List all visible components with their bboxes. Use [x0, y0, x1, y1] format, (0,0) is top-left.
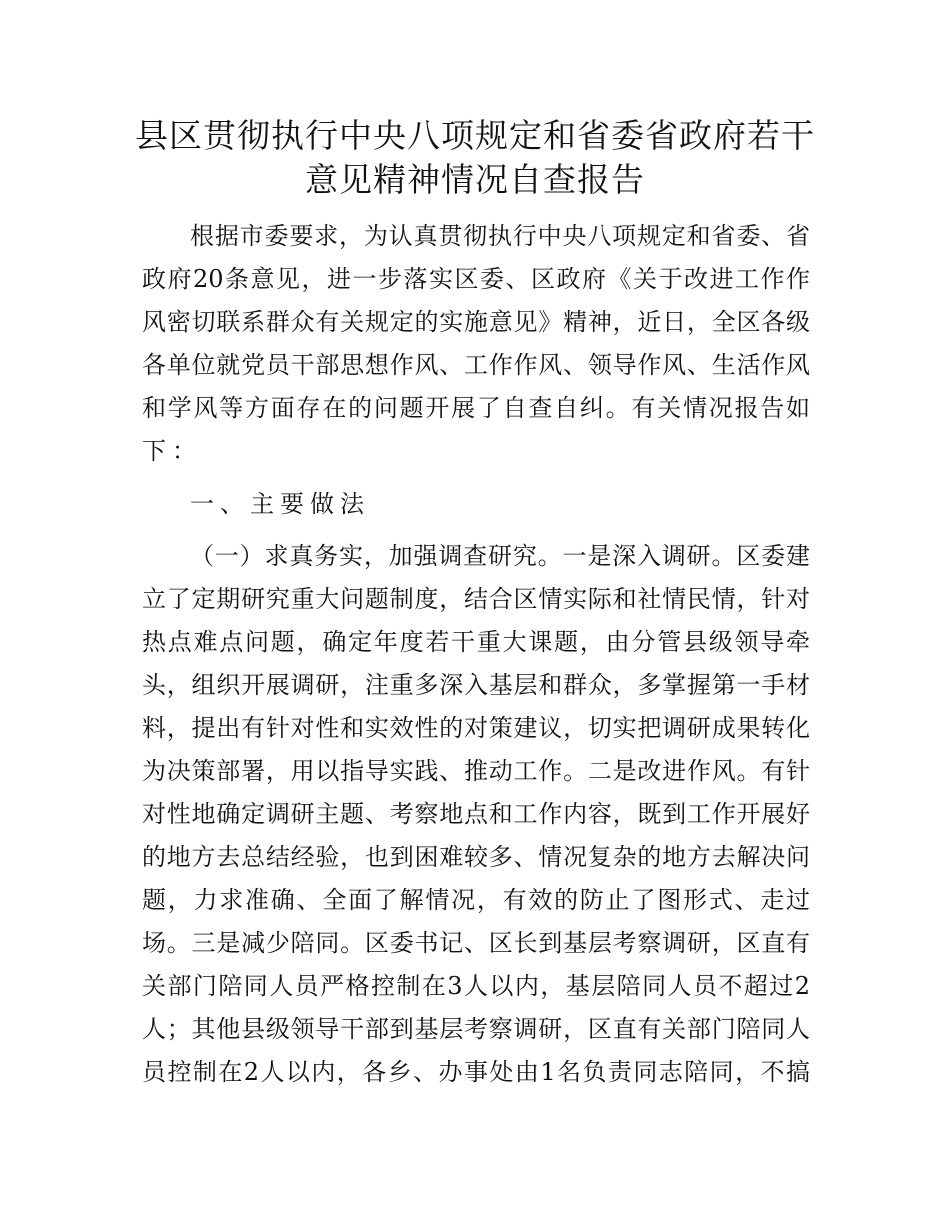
paragraph-line: 对性地确定调研主题、考察地点和工作内容，既到工作开展好 — [142, 800, 810, 828]
paragraph-line: 料，提出有针对性和实效性的对策建议，切实把调研成果转化 — [142, 714, 810, 742]
report-title-line-1: 县区贯彻执行中央八项规定和省委省政府若干 — [135, 116, 815, 155]
paragraph-line: 员控制在2人以内，各乡、办事处由1名负责同志陪同，不搞 — [142, 1058, 810, 1086]
paragraph-line: 热点难点问题，确定年度若干重大课题，由分管县级领导牵 — [142, 628, 810, 656]
paragraph-line: 政府20条意见，进一步落实区委、区政府《关于改进工作作 — [142, 265, 810, 293]
paragraph-line: 的地方去总结经验，也到困难较多、情况复杂的地方去解决问 — [142, 843, 810, 871]
section-heading: 一、主要做法 — [190, 490, 370, 518]
paragraph-line: 根据市委要求，为认真贯彻执行中央八项规定和省委、省 — [190, 222, 810, 250]
paragraph-line: 场。三是减少陪同。区委书记、区长到基层考察调研，区直有 — [142, 929, 810, 957]
paragraph-line: 头，组织开展调研，注重多深入基层和群众，多掌握第一手材 — [142, 671, 810, 699]
paragraph-line: 下： — [142, 437, 202, 465]
paragraph-line: 立了定期研究重大问题制度，结合区情实际和社情民情，针对 — [142, 585, 810, 613]
report-title-line-2: 意见精神情况自查报告 — [305, 160, 645, 199]
paragraph-line: 和学风等方面存在的问题开展了自查自纠。有关情况报告如 — [142, 394, 810, 422]
paragraph-line: 风密切联系群众有关规定的实施意见》精神，近日，全区各级 — [142, 308, 810, 336]
paragraph-line: 为决策部署，用以指导实践、推动工作。二是改进作风。有针 — [142, 757, 810, 785]
paragraph-line: 关部门陪同人员严格控制在3人以内，基层陪同人员不超过2 — [142, 972, 810, 1000]
paragraph-line: 题，力求准确、全面了解情况，有效的防止了图形式、走过 — [142, 886, 810, 914]
paragraph-line: 各单位就党员干部思想作风、工作作风、领导作风、生活作风 — [142, 351, 810, 379]
paragraph-line: （一）求真务实，加强调查研究。一是深入调研。区委建 — [190, 542, 810, 570]
paragraph-line: 人；其他县级领导干部到基层考察调研，区直有关部门陪同人 — [142, 1015, 810, 1043]
